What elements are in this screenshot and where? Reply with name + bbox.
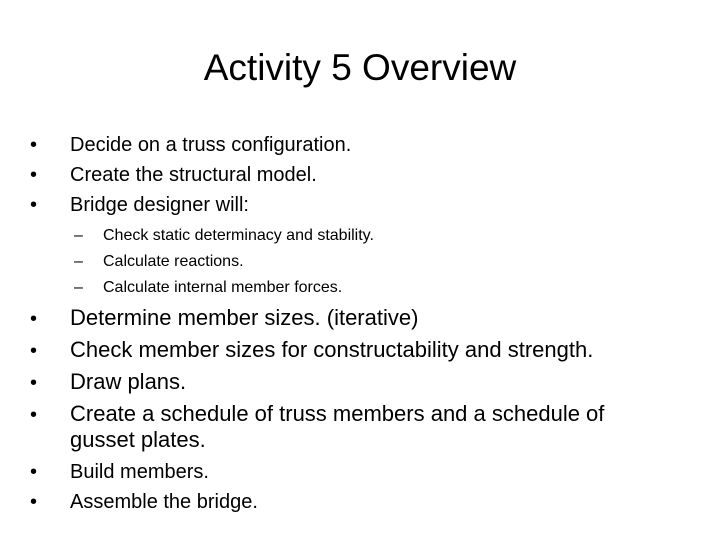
bullet-icon: • xyxy=(30,372,38,394)
bullet-icon: • xyxy=(30,404,38,426)
list-item: Build members. xyxy=(70,461,209,483)
dash-icon: – xyxy=(74,227,83,244)
bullet-icon: • xyxy=(30,491,38,513)
sub-list-item: Calculate internal member forces. xyxy=(103,279,343,296)
dash-icon: – xyxy=(74,253,83,270)
bullet-icon: • xyxy=(30,308,38,330)
list-item: Check member sizes for constructability and strength. xyxy=(70,337,594,362)
sub-list-item: Calculate reactions. xyxy=(103,253,244,270)
list-item: Determine member sizes. (iterative) xyxy=(70,305,419,330)
slide-title: Activity 5 Overview xyxy=(203,47,517,88)
list-item: Decide on a truss configuration. xyxy=(70,134,352,156)
list-item: Bridge designer will: xyxy=(70,194,249,216)
sub-list-item: Check static determinacy and stability. xyxy=(103,227,374,244)
bullet-icon: • xyxy=(30,164,38,186)
bullet-icon: • xyxy=(30,194,38,216)
list-item: Create a schedule of truss members and a schedule of xyxy=(70,401,605,426)
list-item-continuation: gusset plates. xyxy=(70,427,206,452)
list-item: Assemble the bridge. xyxy=(70,491,258,513)
dash-icon: – xyxy=(74,279,83,296)
list-item: Draw plans. xyxy=(70,369,187,394)
bullet-icon: • xyxy=(30,340,38,362)
bullet-icon: • xyxy=(30,461,38,483)
list-item: Create the structural model. xyxy=(70,164,317,186)
bullet-icon: • xyxy=(30,134,38,156)
